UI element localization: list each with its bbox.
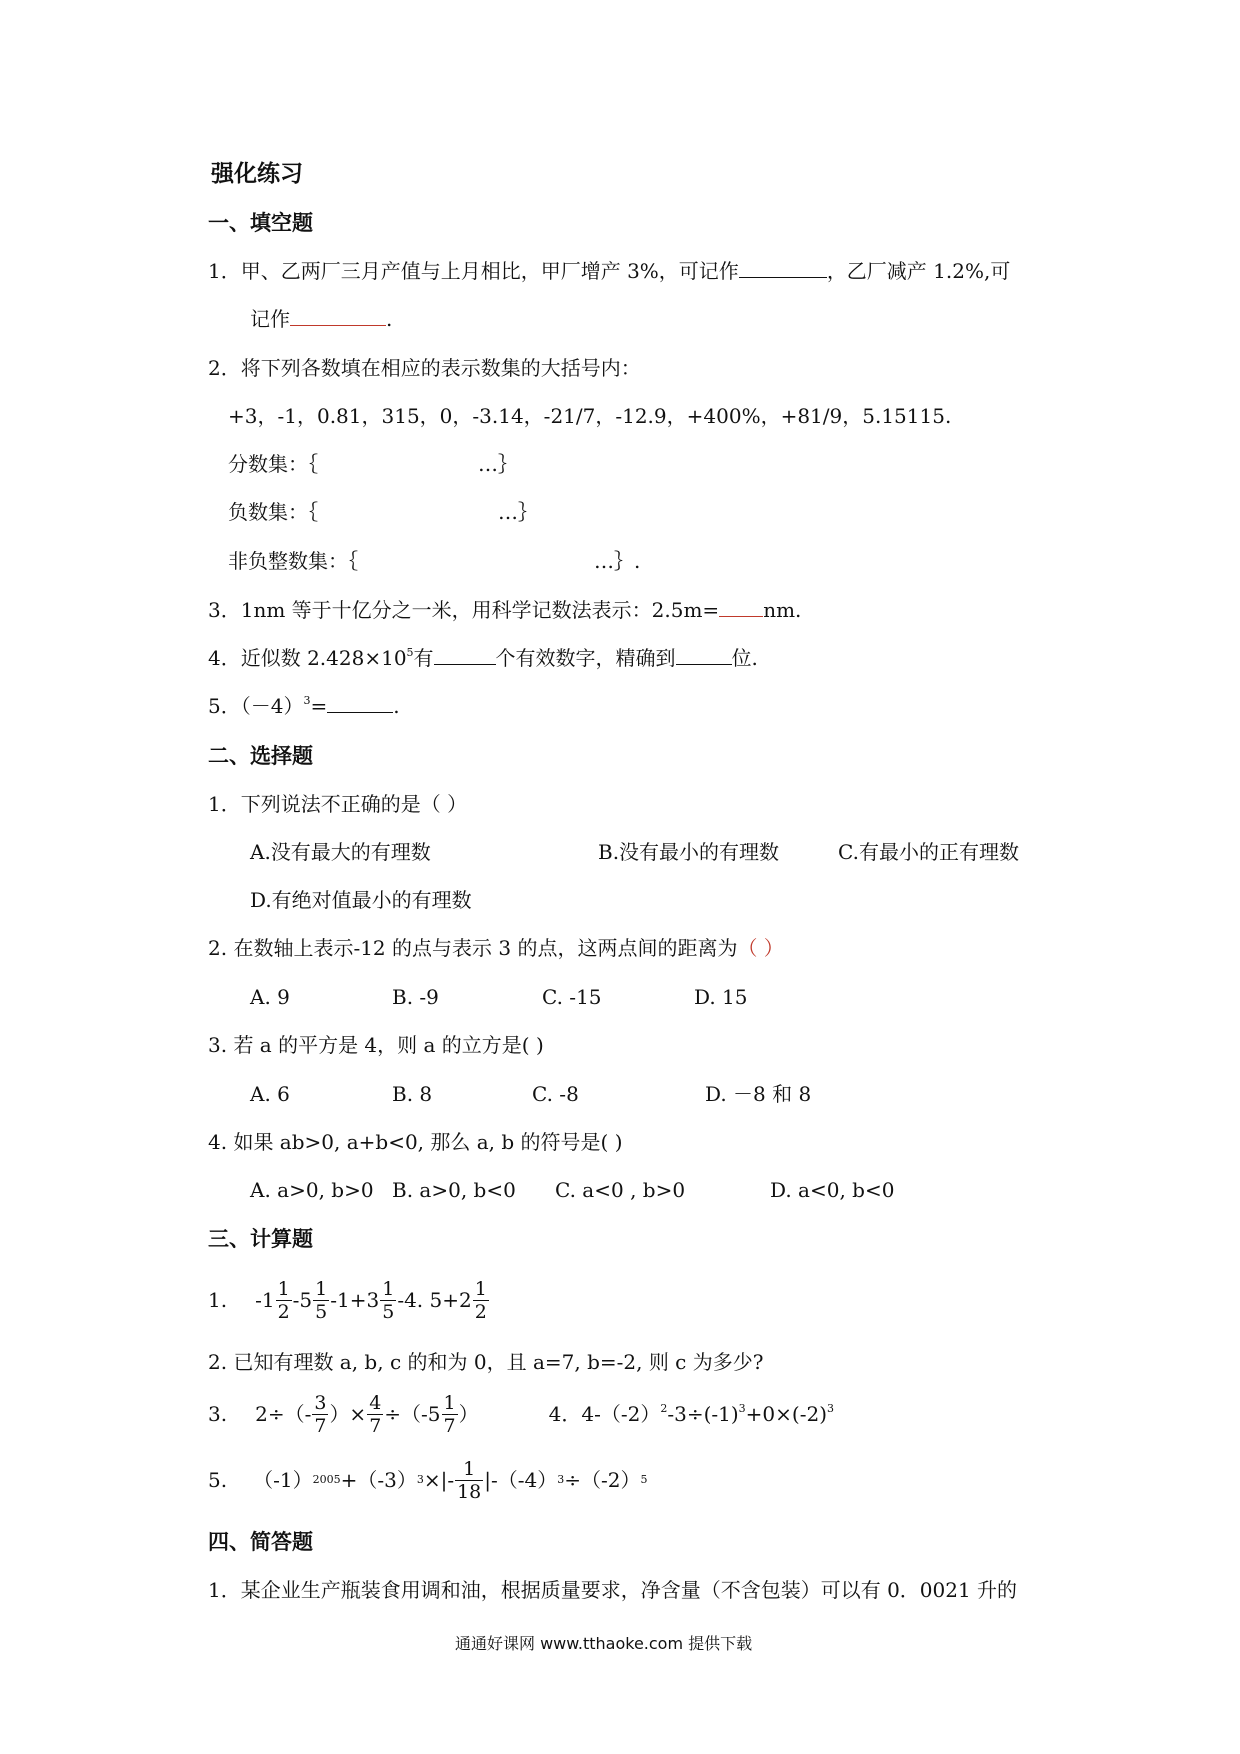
fill-q4-blank-1 [434, 646, 496, 665]
calc-q1-fraction-2-den: 5 [315, 1300, 328, 1323]
fill-q5-exponent: 3 [303, 694, 311, 707]
calc-q5-fraction [455, 1458, 483, 1503]
fill-q1-text-a: 1．甲、乙两厂三月产值与上月相比，甲厂增产 3%，可记作 [208, 259, 739, 283]
calc-q5-term-0: （-1） [253, 1468, 313, 1492]
calc-q1-fraction-1-den: 2 [277, 1300, 290, 1323]
calc-q5-fraction-num: 1 [463, 1457, 476, 1480]
nonneg-int-set-label: 非负整数集：｛ [228, 549, 358, 573]
choice-q2-option-d: D. 15 [694, 985, 748, 1009]
fill-q5 [208, 692, 400, 720]
calc-q1-fraction-2 [313, 1278, 329, 1323]
calc-q4-term-0: 4．4-（-2） [548, 1402, 661, 1426]
fill-q1-text-c: 记作 [250, 307, 290, 331]
calc-q4-term-1: -3÷(-1) [667, 1402, 739, 1426]
calc-q1-fraction-3 [380, 1278, 396, 1323]
fill-q3 [208, 596, 801, 624]
calc-q4-term-2: +0×(-2) [745, 1402, 827, 1426]
calc-q1-fraction-1 [276, 1278, 292, 1323]
calc-q3-fraction-1-den: 7 [314, 1414, 327, 1437]
fill-q2-numbers: +3，-1，0.81，315，0，-3.14，-21/7，-12.9，+400%，+81/9，5.15115. [228, 404, 952, 428]
calc-q1-term-0: -1 [255, 1288, 275, 1312]
fill-q4-text-d: 位. [731, 646, 758, 670]
fill-q4-exponent: 5 [406, 646, 414, 659]
choice-q3-option-c: C. -8 [532, 1082, 579, 1106]
fill-q2-prompt: 2．将下列各数填在相应的表示数集的大括号内： [208, 356, 641, 380]
calc-q3-term-0: 2÷（- [255, 1402, 312, 1426]
calc-q4-exp-2: 3 [738, 1402, 746, 1415]
calc-q1-term-3: -4. 5+2 [397, 1288, 472, 1312]
choice-q2 [208, 934, 784, 962]
section-heading-calculation: 三、计算题 [208, 1227, 313, 1251]
calc-q5-term-1: +（-3） [340, 1468, 417, 1492]
fill-q5-blank [327, 694, 393, 713]
calc-q3-fraction-2 [367, 1392, 383, 1437]
choice-q2-option-b: B. -9 [392, 985, 439, 1009]
calc-q4-exp-3: 3 [827, 1402, 834, 1415]
page-title: 强化练习 [211, 161, 303, 187]
fill-q3-text-a: 3．1nm 等于十亿分之一米，用科学记数法表示：2.5m= [208, 598, 720, 622]
calc-q1-fraction-2-num: 1 [315, 1277, 328, 1300]
fill-q4-blank-2 [676, 646, 732, 665]
calc-q3-fraction-3-num: 1 [443, 1391, 456, 1414]
calc-q1-fraction-3-num: 1 [382, 1277, 395, 1300]
page-footer: 通通好课网 www.tthaoke.com 提供下载 [455, 1634, 753, 1653]
calc-q3-term-1: ）× [329, 1402, 367, 1426]
calc-q3-fraction-2-num: 4 [369, 1391, 382, 1414]
fill-q1-blank-1 [739, 259, 827, 278]
fill-q2-negative-set [228, 498, 538, 526]
fraction-set-end: …｝ [478, 452, 518, 476]
section-heading-choice: 二、选择题 [208, 744, 313, 768]
calc-q1-fraction-4 [473, 1278, 489, 1323]
calc-q4 [549, 1386, 834, 1442]
fraction-set-label: 分数集：｛ [228, 452, 318, 476]
calc-q5-term-4: ÷（-2） [564, 1468, 641, 1492]
answer-q1: 1．某企业生产瓶装食用调和油，根据质量要求，净含量（不含包装）可以有 0．0021 升的 [208, 1578, 1018, 1602]
fill-q3-text-b: nm. [763, 598, 802, 622]
choice-q3-option-d: D. －8 和 8 [705, 1082, 812, 1106]
calc-q1-fraction-4-den: 2 [474, 1300, 487, 1323]
choice-q2-option-a: A. 9 [250, 985, 290, 1009]
calc-q1-term-1: -5 [292, 1288, 313, 1312]
calc-q3-fraction-1 [312, 1392, 328, 1437]
fill-q5-text-c: . [393, 694, 400, 718]
fill-q1-text-b: ，乙厂减产 1.2%,可 [826, 259, 1011, 283]
calc-q5: 5. （-1） 2005 +（-3） 3 ×|- $\frac{1}{18}$ |-（-4） 3 ÷（-2） 5 [208, 1452, 648, 1508]
choice-q4-option-d: D. a<0, b<0 [770, 1178, 895, 1202]
calc-q1-fraction-3-den: 5 [382, 1300, 395, 1323]
choice-q1-option-b: B.没有最小的有理数 [598, 840, 780, 864]
calc-q3-fraction-1-num: 3 [314, 1391, 327, 1414]
choice-q4-option-a: A. a>0, b>0 [250, 1178, 374, 1202]
calc-q1 [208, 1272, 490, 1328]
fill-q2-nonneg-int-set [228, 547, 640, 575]
choice-q3: 3. 若 a 的平方是 4，则 a 的立方是( ) [208, 1033, 544, 1057]
calc-q5-term-2: ×|- [423, 1468, 455, 1492]
choice-q4-option-b: B. a>0, b<0 [392, 1178, 516, 1202]
calc-q5-term-3: |-（-4） [484, 1468, 558, 1492]
choice-q1-option-a: A.没有最大的有理数 [250, 840, 431, 864]
choice-q3-option-a: A. 6 [250, 1082, 290, 1106]
fill-q5-text-a: 5．（－4） [208, 694, 304, 718]
calc-q4-exp-1: 2 [660, 1402, 668, 1415]
nonneg-int-set-end: …｝. [594, 549, 641, 573]
choice-q2-option-c: C. -15 [542, 985, 602, 1009]
calc-q5-fraction-den: 18 [457, 1480, 482, 1503]
calc-q1-number: 1. [208, 1288, 228, 1312]
negative-set-end: …｝ [498, 500, 538, 524]
choice-q1-option-d: D.有绝对值最小的有理数 [250, 888, 472, 912]
fill-q1-line1 [208, 257, 1010, 285]
fill-q1-blank-2 [290, 307, 386, 326]
fill-q1-text-d: . [386, 307, 393, 331]
calc-q3-fraction-3 [442, 1392, 458, 1437]
calc-q3-fraction-3-den: 7 [443, 1414, 456, 1437]
choice-q3-option-b: B. 8 [392, 1082, 433, 1106]
calc-q2: 2. 已知有理数 a, b, c 的和为 0，且 a=7, b=-2, 则 c 为多少? [208, 1350, 764, 1374]
calc-q3-fraction-2-den: 7 [369, 1414, 382, 1437]
calc-q1-fraction-1-num: 1 [277, 1277, 290, 1300]
fill-q5-text-b: = [310, 694, 328, 718]
choice-q1-option-c: C.有最小的正有理数 [838, 840, 1019, 864]
choice-q2-paren: （ ） [737, 936, 784, 960]
fill-q4-text-a: 4．近似数 2.428×10 [208, 646, 407, 670]
calc-q3-term-2: ÷（-5 [384, 1402, 441, 1426]
choice-q1: 1．下列说法不正确的是（ ） [208, 792, 468, 816]
calc-q1-term-2: -1+3 [330, 1288, 380, 1312]
calc-q3-number: 3. [208, 1402, 228, 1426]
calc-q1-fraction-4-num: 1 [474, 1277, 487, 1300]
negative-set-label: 负数集：｛ [228, 500, 318, 524]
choice-q4-option-c: C. a<0 , b>0 [555, 1178, 686, 1202]
fill-q4-text-b: 有 [413, 646, 434, 670]
calc-q5-number: 5. [208, 1468, 228, 1492]
choice-q4: 4. 如果 ab>0, a+b<0, 那么 a, b 的符号是( ) [208, 1130, 623, 1154]
choice-q2-text: 2. 在数轴上表示-12 的点与表示 3 的点，这两点间的距离为 [208, 936, 738, 960]
fill-q1-line2 [250, 305, 392, 333]
fill-q4-text-c: 个有效数字，精确到 [495, 646, 676, 670]
section-heading-fill-in: 一、填空题 [208, 211, 313, 235]
fill-q4 [208, 644, 758, 672]
calc-q3-q4-row [208, 1386, 834, 1442]
calc-q3-term-3: ） [458, 1402, 479, 1426]
fill-q3-blank [719, 598, 763, 617]
section-heading-short-answer: 四、简答题 [208, 1530, 313, 1554]
fill-q2-fraction-set [228, 450, 518, 478]
